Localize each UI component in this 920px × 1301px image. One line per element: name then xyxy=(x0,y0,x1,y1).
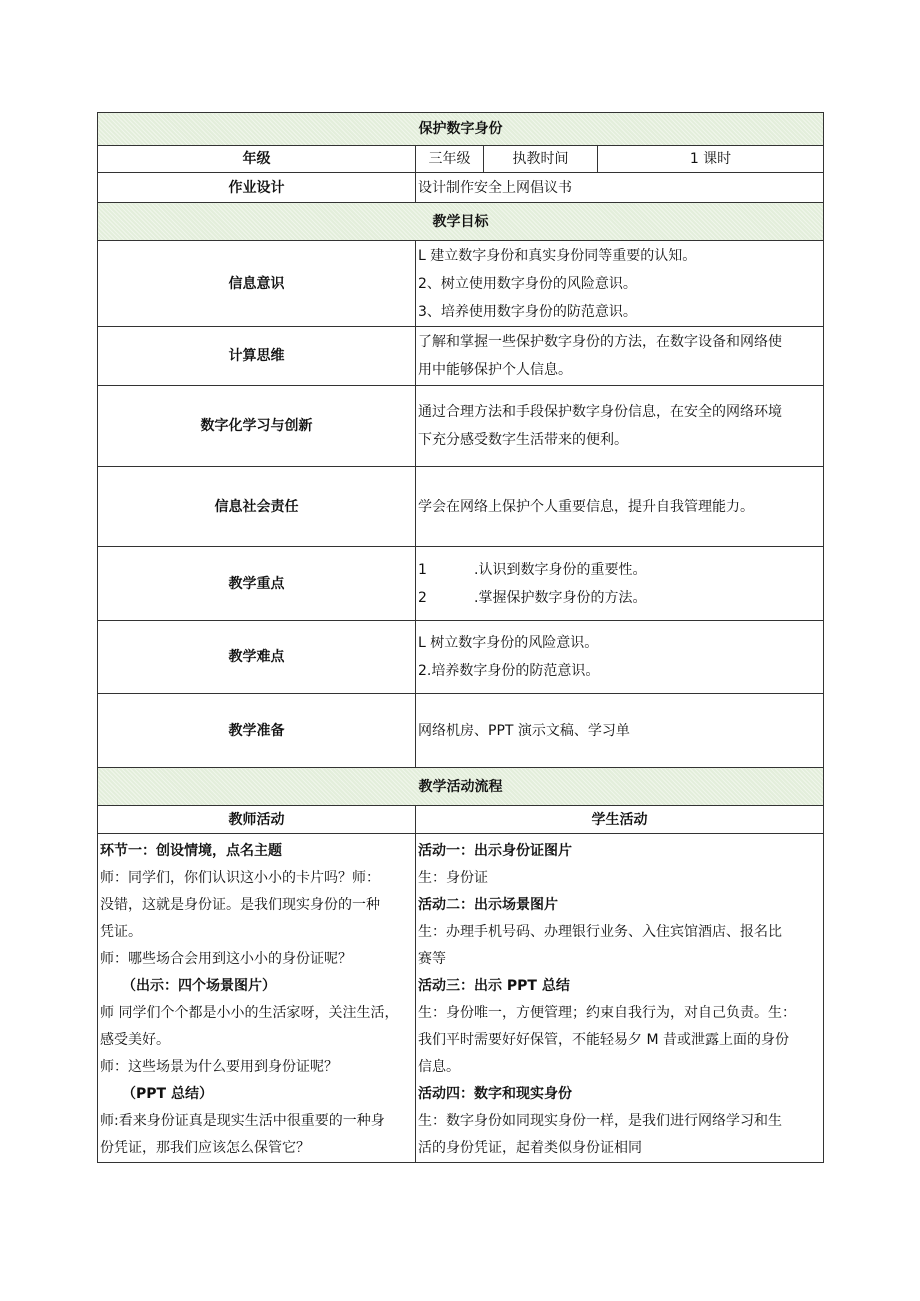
activity-heading: 活动二：出示场景图片 xyxy=(418,897,558,913)
key-point-item xyxy=(418,584,821,612)
activity-line: 份凭证，那我们应该怎么保管它？ xyxy=(100,1140,310,1156)
process-header: 教学活动流程 xyxy=(98,768,824,806)
objective-line: 3、培养使用数字身份的防范意识。 xyxy=(418,303,637,320)
activity-line: 师 同学们个个都是小小的生活家呀，关注生活， xyxy=(100,1005,399,1021)
objective-content xyxy=(416,327,824,386)
activity-line: 感受美好。 xyxy=(100,1032,170,1048)
key-points-label: 教学重点 xyxy=(98,547,416,621)
key-point-number: 2 xyxy=(418,589,427,606)
activity-line: 生：身份唯一，方便管理；约束自我行为，对自己负责。生： xyxy=(418,1005,796,1021)
objective-line: L 建立数字身份和真实身份同等重要的认知。 xyxy=(418,247,697,264)
objective-row xyxy=(98,241,824,327)
difficulty-line: 2.培养数字身份的防范意识。 xyxy=(418,663,600,679)
activity-heading: （出示：四个场景图片） xyxy=(122,978,276,994)
objective-row xyxy=(98,327,824,386)
grade-value: 三年级 xyxy=(416,146,484,173)
objective-line: 学会在网络上保护个人重要信息，提升自我管理能力。 xyxy=(418,498,754,515)
student-activity-header: 学生活动 xyxy=(416,806,824,834)
difficulties-content xyxy=(416,621,824,694)
activity-line: 信息。 xyxy=(418,1059,460,1075)
activity-line: 凭证。 xyxy=(100,924,142,940)
objective-content xyxy=(416,386,824,467)
preparation-value: 网络机房、PPT 演示文稿、学习单 xyxy=(416,694,824,768)
activity-line: 活的身份凭证，起着类似身份证相同 xyxy=(418,1140,642,1156)
homework-value: 设计制作安全上网倡议书 xyxy=(416,173,824,203)
key-point-number: 1 xyxy=(418,561,427,578)
teacher-activity-header: 教师活动 xyxy=(98,806,416,834)
lesson-plan-table xyxy=(97,112,824,1163)
activity-heading: 活动一：出示身份证图片 xyxy=(418,843,572,859)
activity-line: 生：办理手机号码、办理银行业务、入住宾馆酒店、报名比 xyxy=(418,924,782,940)
activity-heading: 活动四：数字和现实身份 xyxy=(418,1086,572,1102)
difficulty-line: L 树立数字身份的风险意识。 xyxy=(418,635,599,651)
activity-heading: （PPT 总结） xyxy=(122,1086,213,1102)
activity-line: 师：这些场景为什么要用到身份证呢？ xyxy=(100,1059,338,1075)
difficulties-label: 教学难点 xyxy=(98,621,416,694)
activity-line: 赛等 xyxy=(418,951,446,967)
key-points-content xyxy=(416,547,824,621)
grade-label: 年级 xyxy=(98,146,416,173)
objectives-header: 教学目标 xyxy=(98,203,824,241)
objective-label: 信息意识 xyxy=(98,241,416,327)
activity-line: 师:看来身份证真是现实生活中很重要的一种身 xyxy=(100,1113,385,1129)
activity-line: 没错，这就是身份证。是我们现实身份的一种 xyxy=(100,897,380,913)
page-title: 保护数字身份 xyxy=(98,113,824,146)
key-point-text: .掌握保护数字身份的方法。 xyxy=(474,589,647,606)
objective-label: 计算思维 xyxy=(98,327,416,386)
objective-line: 用中能够保护个人信息。 xyxy=(418,362,572,378)
objective-label: 信息社会责任 xyxy=(98,467,416,547)
teacher-activity-content xyxy=(98,834,416,1163)
objective-label: 数字化学习与创新 xyxy=(98,386,416,467)
activity-line: 师：哪些场合会用到这小小的身份证呢？ xyxy=(100,951,352,967)
homework-label: 作业设计 xyxy=(98,173,416,203)
objective-row xyxy=(98,467,824,547)
objective-line: 通过合理方法和手段保护数字身份信息，在安全的网络环境 xyxy=(418,404,782,420)
activity-line: 我们平时需要好好保管，不能轻易夕 M 昔或泄露上面的身份 xyxy=(418,1032,789,1048)
activity-heading: 环节一：创设情境，点名主题 xyxy=(100,843,282,859)
activity-line: 生：数字身份如同现实身份一样，是我们进行网络学习和生 xyxy=(418,1113,782,1129)
objective-line: 下充分感受数字生活带来的便利。 xyxy=(418,432,628,448)
objective-content xyxy=(416,241,824,327)
preparation-label: 教学准备 xyxy=(98,694,416,768)
objective-line: 了解和掌握一些保护数字身份的方法，在数字设备和网络使 xyxy=(418,334,782,350)
student-activity-content xyxy=(416,834,824,1163)
objective-line: 2、树立使用数字身份的风险意识。 xyxy=(418,275,637,292)
key-point-text: .认识到数字身份的重要性。 xyxy=(474,561,647,578)
objective-row xyxy=(98,386,824,467)
activity-line: 师：同学们，你们认识这小小的卡片吗？师： xyxy=(100,870,380,886)
objective-content xyxy=(416,467,824,547)
activity-heading: 活动三：出示 PPT 总结 xyxy=(418,978,570,994)
time-value: 1 课时 xyxy=(598,146,824,173)
time-label: 执教时间 xyxy=(484,146,598,173)
activity-line: 生：身份证 xyxy=(418,870,488,886)
key-point-item xyxy=(418,556,821,584)
